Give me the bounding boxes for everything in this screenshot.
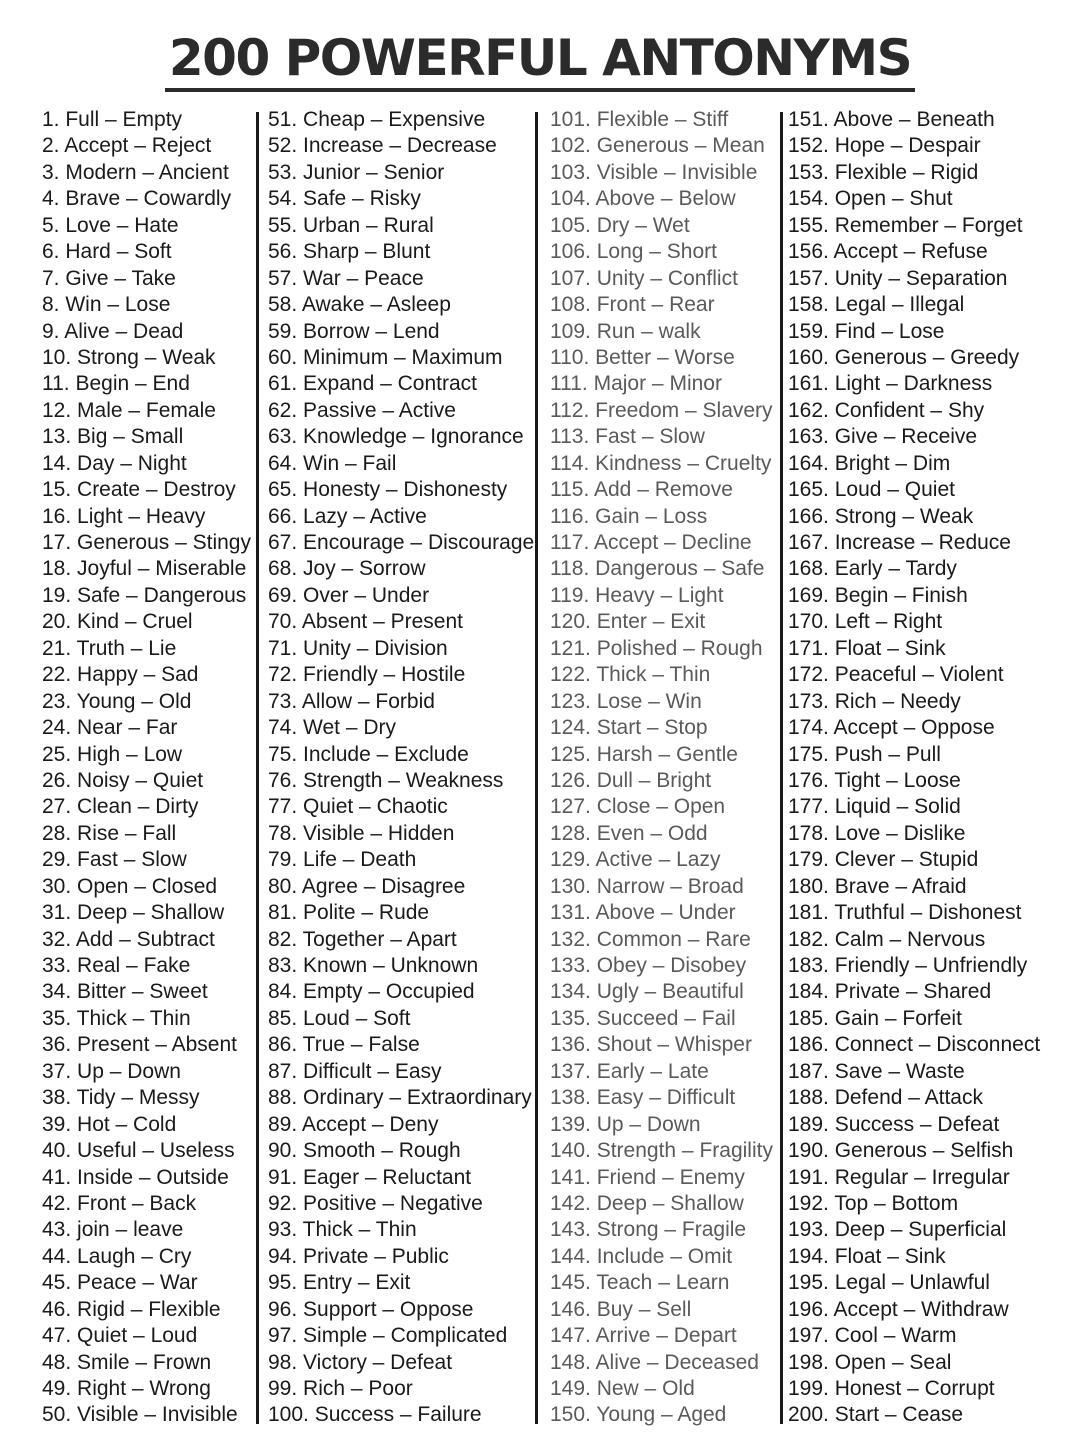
antonym-pair: 21. Truth – Lie [42,636,177,660]
antonym-pair: 138. Easy – Difficult [550,1086,736,1110]
antonym-pair: 95. Entry – Exit [268,1271,411,1295]
antonym-pair: 199. Honest – Corrupt [788,1377,995,1400]
antonym-pair: 130. Narrow – Broad [550,874,744,898]
antonym-pair: 154. Open – Shut [788,187,953,211]
antonym-pair: 185. Gain – Forfeit [788,1006,962,1030]
antonym-pair: 14. Day – Night [42,451,187,475]
antonym-pair: 177. Liquid – Solid [788,795,961,819]
antonym-pair: 136. Shout – Whisper [550,1033,752,1057]
antonym-pair: 13. Big – Small [42,425,184,449]
antonym-pair: 114. Kindness – Cruelty [550,451,772,475]
antonym-pair: 63. Knowledge – Ignorance [268,425,524,449]
antonym-pair: 64. Win – Fail [268,451,397,475]
antonym-pair: 4. Brave – Cowardly [42,187,232,211]
antonym-pair: 35. Thick – Thin [42,1006,191,1030]
antonym-pair: 3. Modern – Ancient [42,160,229,184]
antonym-pair: 25. High – Low [42,742,183,766]
antonym-pair: 52. Increase – Decrease [268,134,497,158]
antonym-pair: 7. Give – Take [42,266,176,290]
antonym-pair: 23. Young – Old [42,689,192,713]
antonym-pair: 92. Positive – Negative [268,1191,483,1215]
antonym-pair: 27. Clean – Dirty [42,795,199,819]
antonym-pair: 155. Remember – Forget [788,213,1023,237]
antonym-pair: 153. Flexible – Rigid [788,160,979,184]
antonym-pair: 151. Above – Beneath [788,108,995,131]
antonym-column-3 [550,107,773,1429]
antonym-pair: 8. Win – Lose [42,293,171,317]
antonym-pair: 90. Smooth – Rough [268,1139,461,1163]
antonym-pair: 179. Clever – Stupid [788,848,979,872]
antonym-pair: 59. Borrow – Lend [268,319,440,343]
antonym-pair: 31. Deep – Shallow [42,901,225,925]
antonym-pair: 172. Peaceful – Violent [788,663,1004,687]
antonym-pair: 141. Friend – Enemy [550,1165,745,1189]
antonym-pair: 145. Teach – Learn [550,1271,730,1295]
antonym-pair: 167. Increase – Reduce [788,531,1011,554]
antonym-pair: 61. Expand – Contract [268,372,477,396]
antonym-pair: 133. Obey – Disobey [550,954,747,977]
antonym-pair: 170. Left – Right [788,610,943,634]
antonym-pair: 44. Laugh – Cry [42,1244,192,1268]
antonym-pair: 68. Joy – Sorrow [268,557,426,581]
antonym-pair: 97. Simple – Complicated [268,1324,508,1348]
antonym-pair: 113. Fast – Slow [550,425,705,449]
antonym-pair: 24. Near – Far [42,716,178,740]
antonym-pair: 69. Over – Under [268,583,430,607]
antonym-pair: 49. Right – Wrong [42,1377,211,1400]
antonym-pair: 30. Open – Closed [42,874,218,898]
antonym-pair: 54. Safe – Risky [268,187,421,211]
antonym-pair: 6. Hard – Soft [42,240,172,264]
antonym-pair: 96. Support – Oppose [268,1297,474,1321]
antonym-pair: 127. Close – Open [550,795,726,819]
antonym-pair: 40. Useful – Useless [42,1139,235,1163]
antonym-pair: 110. Better – Worse [550,345,735,369]
antonym-pair: 139. Up – Down [550,1112,701,1136]
antonym-pair: 83. Known – Unknown [268,954,479,977]
antonym-pair: 158. Legal – Illegal [788,293,965,317]
antonym-pair: 173. Rich – Needy [788,689,961,713]
antonym-pair: 81. Polite – Rude [268,901,430,925]
antonym-pair: 38. Tidy – Messy [42,1086,200,1110]
antonym-pair: 78. Visible – Hidden [268,821,455,845]
antonym-pair: 9. Alive – Dead [42,319,184,343]
antonym-pair: 43. join – leave [42,1218,184,1242]
antonym-pair: 93. Thick – Thin [268,1218,417,1242]
antonym-pair: 119. Heavy – Light [550,583,724,607]
antonym-pair: 156. Accept – Refuse [788,240,988,264]
antonym-pair: 124. Start – Stop [550,716,708,740]
antonym-pair: 67. Encourage – Discourage [268,531,535,554]
antonym-pair: 32. Add – Subtract [42,927,215,951]
antonym-pair: 53. Junior – Senior [268,160,445,184]
antonym-pair: 65. Honesty – Dishonesty [268,478,508,502]
antonym-pair: 28. Rise – Fall [42,821,177,845]
antonym-pair: 165. Loud – Quiet [788,478,955,502]
antonym-pair: 91. Eager – Reluctant [268,1165,472,1189]
antonym-pair: 29. Fast – Slow [42,848,187,872]
antonym-pair: 186. Connect – Disconnect [788,1033,1041,1057]
antonym-pair: 79. Life – Death [268,848,417,872]
antonym-pair: 171. Float – Sink [788,636,946,660]
antonym-pair: 192. Top – Bottom [788,1191,959,1215]
antonym-pair: 47. Quiet – Loud [42,1324,198,1348]
antonym-pair: 168. Early – Tardy [788,557,957,581]
antonym-pair: 144. Include – Omit [550,1244,733,1268]
antonym-pair: 103. Visible – Invisible [550,160,758,184]
antonym-pair: 17. Generous – Stingy [42,531,251,554]
column-divider [535,112,538,1424]
antonym-pair: 197. Cool – Warm [788,1324,957,1348]
antonym-pair: 74. Wet – Dry [268,716,396,740]
antonym-pair: 98. Victory – Defeat [268,1350,453,1374]
antonym-pair: 193. Deep – Superficial [788,1218,1007,1242]
antonym-pair: 104. Above – Below [550,187,736,211]
antonym-pair: 147. Arrive – Depart [550,1324,737,1348]
antonym-pair: 34. Bitter – Sweet [42,980,208,1004]
antonym-column-2 [268,107,534,1429]
antonym-pair: 22. Happy – Sad [42,663,199,687]
antonym-pair: 152. Hope – Despair [788,134,981,158]
antonym-pair: 109. Run – walk [550,319,701,343]
antonym-pair: 50. Visible – Invisible [42,1403,238,1427]
antonym-pair: 75. Include – Exclude [268,742,469,766]
antonym-pair: 102. Generous – Mean [550,134,765,158]
antonym-pair: 76. Strength – Weakness [268,768,504,792]
antonym-pair: 85. Loud – Soft [268,1006,411,1030]
antonym-pair: 187. Save – Waste [788,1059,965,1083]
antonym-pair: 160. Generous – Greedy [788,345,1020,369]
antonym-pair: 57. War – Peace [268,266,424,290]
antonym-pair: 164. Bright – Dim [788,451,951,475]
antonym-pair: 5. Love – Hate [42,213,179,237]
antonym-pair: 174. Accept – Oppose [788,716,995,740]
antonym-pair: 86. True – False [268,1033,420,1057]
antonym-pair: 126. Dull – Bright [550,768,712,792]
antonym-pair: 149. New – Old [550,1377,695,1400]
antonym-pair: 18. Joyful – Miserable [42,557,247,581]
antonym-pair: 105. Dry – Wet [550,213,690,237]
antonym-pair: 176. Tight – Loose [788,768,961,792]
antonym-pair: 131. Above – Under [550,901,736,925]
antonym-pair: 10. Strong – Weak [42,345,216,369]
antonym-pair: 122. Thick – Thin [550,663,711,687]
antonym-pair: 41. Inside – Outside [42,1165,229,1189]
antonym-pair: 87. Difficult – Easy [268,1059,442,1083]
antonym-pair: 148. Alive – Deceased [550,1350,759,1374]
antonym-pair: 118. Dangerous – Safe [550,557,765,581]
antonym-pair: 26. Noisy – Quiet [42,768,204,792]
antonym-pair: 48. Smile – Frown [42,1350,212,1374]
antonym-pair: 163. Give – Receive [788,425,978,449]
antonym-pair: 175. Push – Pull [788,742,941,766]
antonym-pair: 115. Add – Remove [550,478,733,502]
antonym-pair: 182. Calm – Nervous [788,927,986,951]
antonym-pair: 94. Private – Public [268,1244,449,1268]
antonym-pair: 159. Find – Lose [788,319,945,343]
page-title-text: 200 POWERFUL ANTONYMS [165,30,915,92]
antonym-pair: 55. Urban – Rural [268,213,434,237]
antonym-pair: 19. Safe – Dangerous [42,583,247,607]
antonym-pair: 12. Male – Female [42,398,216,422]
antonym-column-4 [788,107,1040,1429]
antonym-pair: 190. Generous – Selfish [788,1139,1014,1163]
antonym-pair: 45. Peace – War [42,1271,198,1295]
antonym-pair: 169. Begin – Finish [788,583,968,607]
antonym-pair: 194. Float – Sink [788,1244,946,1268]
antonym-pair: 162. Confident – Shy [788,398,985,422]
antonym-pair: 123. Lose – Win [550,689,702,713]
antonym-pair: 183. Friendly – Unfriendly [788,954,1028,977]
antonym-pair: 15. Create – Destroy [42,478,236,502]
antonym-pair: 142. Deep – Shallow [550,1191,744,1215]
antonym-pair: 157. Unity – Separation [788,266,1008,290]
antonym-pair: 71. Unity – Division [268,636,448,660]
antonym-pair: 128. Even – Odd [550,821,708,845]
antonym-pair: 62. Passive – Active [268,398,456,422]
antonym-pair: 140. Strength – Fragility [550,1139,773,1163]
page-title [0,28,1080,92]
antonym-pair: 70. Absent – Present [268,610,463,634]
antonym-pair: 56. Sharp – Blunt [268,240,431,264]
antonym-pair: 80. Agree – Disagree [268,874,466,898]
antonym-pair: 1. Full – Empty [42,108,183,131]
antonym-pair: 117. Accept – Decline [550,531,752,554]
antonym-pair: 198. Open – Seal [788,1350,952,1374]
antonym-pair: 184. Private – Shared [788,980,992,1004]
column-divider [256,112,259,1424]
antonym-pair: 101. Flexible – Stiff [550,108,729,131]
antonym-pair: 16. Light – Heavy [42,504,206,528]
antonym-pair: 51. Cheap – Expensive [268,108,486,131]
antonym-pair: 58. Awake – Asleep [268,293,451,317]
antonym-pair: 82. Together – Apart [268,927,457,951]
antonym-pair: 196. Accept – Withdraw [788,1297,1009,1321]
antonym-pair: 72. Friendly – Hostile [268,663,466,687]
antonym-pair: 121. Polished – Rough [550,636,763,660]
antonym-pair: 106. Long – Short [550,240,717,264]
antonym-pair: 200. Start – Cease [788,1403,964,1427]
antonym-pair: 178. Love – Dislike [788,821,966,845]
antonym-pair: 36. Present – Absent [42,1033,237,1057]
antonym-pair: 100. Success – Failure [268,1403,482,1427]
antonym-pair: 132. Common – Rare [550,927,751,951]
antonym-pair: 39. Hot – Cold [42,1112,177,1136]
antonym-pair: 107. Unity – Conflict [550,266,738,290]
antonym-pair: 11. Begin – End [42,372,190,396]
antonym-pair: 150. Young – Aged [550,1403,727,1427]
antonym-pair: 166. Strong – Weak [788,504,974,528]
antonym-pair: 125. Harsh – Gentle [550,742,738,766]
antonym-pair: 195. Legal – Unlawful [788,1271,990,1295]
antonym-pair: 108. Front – Rear [550,293,715,317]
antonym-pair: 134. Ugly – Beautiful [550,980,744,1004]
antonym-pair: 66. Lazy – Active [268,504,427,528]
antonym-pair: 37. Up – Down [42,1059,181,1083]
antonym-column-1 [42,107,251,1429]
antonym-pair: 60. Minimum – Maximum [268,345,503,369]
antonym-pair: 129. Active – Lazy [550,848,721,872]
antonym-pair: 88. Ordinary – Extraordinary [268,1086,532,1110]
antonym-pair: 181. Truthful – Dishonest [788,901,1022,925]
antonym-pair: 143. Strong – Fragile [550,1218,747,1242]
antonym-pair: 2. Accept – Reject [42,134,212,158]
antonym-pair: 135. Succeed – Fail [550,1006,736,1030]
antonym-pair: 42. Front – Back [42,1191,197,1215]
antonym-pair: 189. Success – Defeat [788,1112,1000,1136]
antonym-pair: 73. Allow – Forbid [268,689,435,713]
antonym-pair: 77. Quiet – Chaotic [268,795,448,819]
antonym-pair: 191. Regular – Irregular [788,1165,1010,1189]
antonym-pair: 33. Real – Fake [42,954,191,977]
antonym-pair: 188. Defend – Attack [788,1086,983,1110]
antonym-pair: 120. Enter – Exit [550,610,706,634]
antonym-pair: 89. Accept – Deny [268,1112,439,1136]
antonym-pair: 116. Gain – Loss [550,504,708,528]
antonym-pair: 84. Empty – Occupied [268,980,475,1004]
antonym-pair: 99. Rich – Poor [268,1377,413,1400]
antonym-pair: 161. Light – Darkness [788,372,993,396]
antonym-pair: 46. Rigid – Flexible [42,1297,221,1321]
antonym-pair: 146. Buy – Sell [550,1297,692,1321]
antonym-pair: 20. Kind – Cruel [42,610,193,634]
antonym-pair: 137. Early – Late [550,1059,709,1083]
antonym-pair: 180. Brave – Afraid [788,874,967,898]
antonym-pair: 112. Freedom – Slavery [550,398,773,422]
antonym-pair: 111. Major – Minor [550,372,722,396]
column-divider [780,112,783,1424]
